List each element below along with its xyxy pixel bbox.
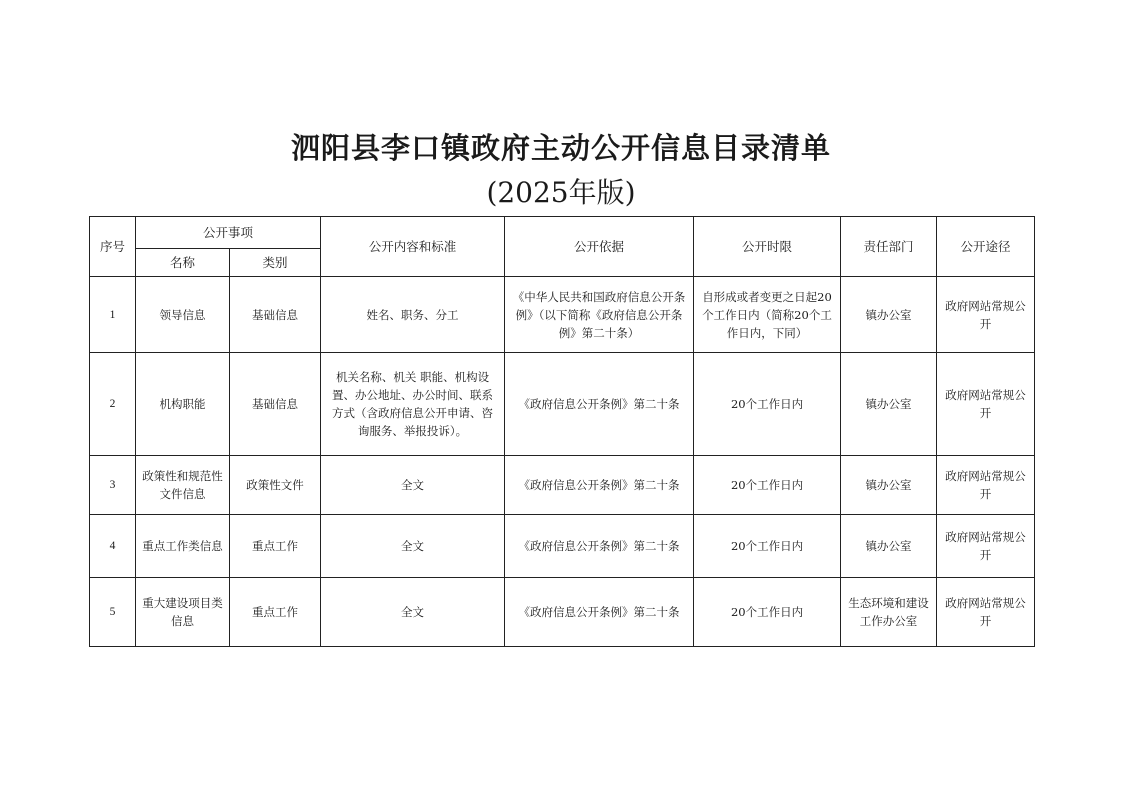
cell-seq: 4 [90,515,136,578]
header-row-1 [90,217,1035,249]
cell-department: 镇办公室 [841,515,937,578]
cell-name: 机构职能 [136,353,230,456]
cell-seq: 1 [90,277,136,353]
header-seq: 序号 [90,217,136,277]
cell-content: 机关名称、机关 职能、机构设置、办公地址、办公时间、联系方式（含政府信息公开申请、咨询服务、举报投诉）。 [321,353,505,456]
header-content: 公开内容和标准 [321,217,505,277]
header-department: 责任部门 [841,217,937,277]
cell-name: 政策性和规范性文件信息 [136,456,230,515]
header-category: 类别 [230,249,321,277]
cell-channel: 政府网站常规公开 [937,515,1035,578]
cell-basis: 《政府信息公开条例》第二十条 [505,353,694,456]
cell-department: 镇办公室 [841,353,937,456]
cell-seq: 2 [90,353,136,456]
cell-time-limit: 20个工作日内 [694,353,841,456]
cell-content: 全文 [321,456,505,515]
table-row [90,515,1035,578]
cell-seq: 3 [90,456,136,515]
page-title: 泗阳县李口镇政府主动公开信息目录清单 [290,131,831,165]
cell-time-limit: 20个工作日内 [694,578,841,647]
header-item-group: 公开事项 [136,217,321,249]
header-time-limit: 公开时限 [694,217,841,277]
cell-time-limit: 20个工作日内 [694,515,841,578]
table-row [90,277,1035,353]
cell-content: 全文 [321,515,505,578]
catalog-table [89,216,1035,647]
cell-channel: 政府网站常规公开 [937,578,1035,647]
cell-basis: 《政府信息公开条例》第二十条 [505,456,694,515]
cell-category: 基础信息 [230,353,321,456]
cell-category: 重点工作 [230,578,321,647]
cell-department: 生态环境和建设工作办公室 [841,578,937,647]
cell-name: 重点工作类信息 [136,515,230,578]
cell-basis: 《政府信息公开条例》第二十条 [505,515,694,578]
cell-department: 镇办公室 [841,277,937,353]
cell-channel: 政府网站常规公开 [937,277,1035,353]
cell-time-limit: 自形成或者变更之日起20个工作日内（简称20个工作日内，下同） [694,277,841,353]
cell-time-limit: 20个工作日内 [694,456,841,515]
cell-name: 领导信息 [136,277,230,353]
cell-content: 姓名、职务、分工 [321,277,505,353]
cell-department: 镇办公室 [841,456,937,515]
page-subtitle: (2025年版) [486,176,636,209]
table-row [90,456,1035,515]
cell-seq: 5 [90,578,136,647]
cell-category: 政策性文件 [230,456,321,515]
header-basis: 公开依据 [505,217,694,277]
cell-category: 重点工作 [230,515,321,578]
header-channel: 公开途径 [937,217,1035,277]
cell-name: 重大建设项目类信息 [136,578,230,647]
table-row [90,578,1035,647]
cell-basis: 《中华人民共和国政府信息公开条例》（以下简称《政府信息公开条例》第二十条） [505,277,694,353]
table-row [90,353,1035,456]
cell-basis: 《政府信息公开条例》第二十条 [505,578,694,647]
header-name: 名称 [136,249,230,277]
cell-channel: 政府网站常规公开 [937,353,1035,456]
cell-category: 基础信息 [230,277,321,353]
cell-content: 全文 [321,578,505,647]
cell-channel: 政府网站常规公开 [937,456,1035,515]
